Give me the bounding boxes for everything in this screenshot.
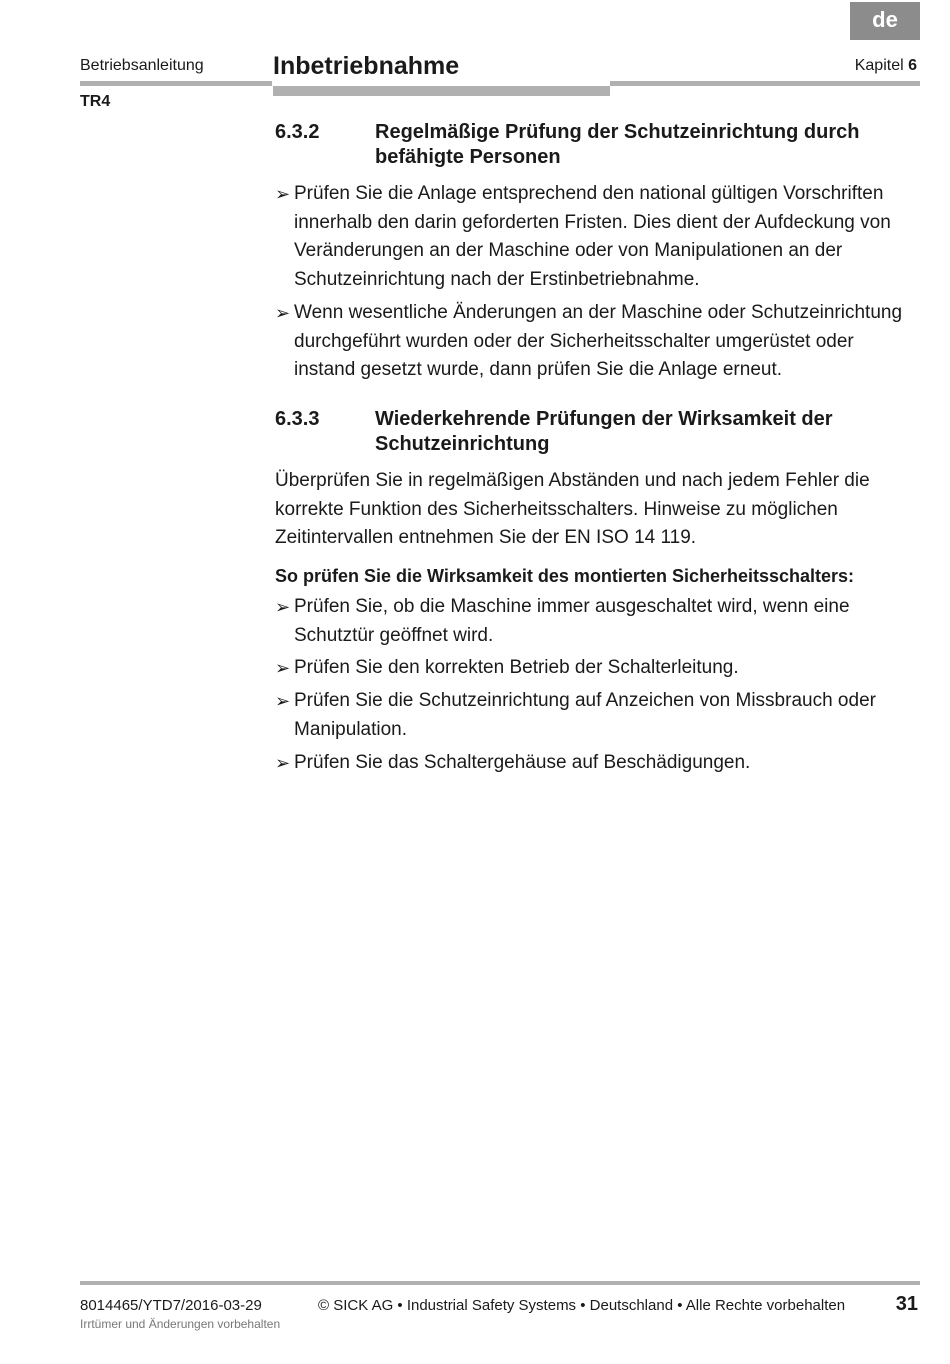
chapter-indicator: [855, 57, 917, 75]
chapter-title: Inbetriebnahme: [273, 52, 460, 80]
list-item-text: Prüfen Sie die Anlage entsprechend den national gültigen Vorschriften innerhalb den darin geforderten Fristen. Dies dient der Aufdeckung von Veränderungen an der Maschine oder von Manipulationen an der Schutzeinrichtung nach der Erstinbetriebnahme.: [294, 183, 891, 291]
header-rule-title: [273, 86, 610, 96]
chapter-label: Kapitel: [854, 57, 904, 74]
header-rule-right: [610, 81, 920, 86]
list-item: [275, 180, 920, 295]
product-name: TR4: [80, 93, 111, 110]
arrowhead-icon: ➢: [275, 184, 291, 204]
language-tab: de: [850, 2, 920, 40]
list-item: [275, 654, 920, 683]
list-item-text: Prüfen Sie die Schutzeinrichtung auf Anzeichen von Missbrauch oder Manipulation.: [294, 690, 876, 740]
section-title: Regelmäßige Prüfung der Schutzeinrichtung durch befähigte Personen: [375, 121, 860, 168]
section-number: 6.3.3: [275, 407, 320, 430]
arrowhead-icon: ➢: [275, 752, 291, 773]
arrowhead-icon: ➢: [275, 597, 291, 618]
footer-rule: [80, 1281, 920, 1285]
section-heading: [275, 407, 920, 457]
header-rule-left: [80, 81, 272, 86]
arrowhead-icon: ➢: [275, 691, 291, 712]
arrowhead-icon: ➢: [275, 302, 291, 323]
list-item-text: Prüfen Sie den korrekten Betrieb der Schalterleitung.: [294, 657, 739, 679]
list-item: [275, 299, 920, 385]
list-item: [275, 687, 920, 744]
arrowhead-icon: ➢: [275, 658, 291, 679]
footer-copyright: © SICK AG • Industrial Safety Systems • Deutschland • Alle Rechte vorbehalten: [318, 1297, 846, 1314]
section-paragraph: Überprüfen Sie in regelmäßigen Abständen und nach jedem Fehler die korrekte Funktion des Sicherheitsschalters. Hinweise zu möglichen Zeitintervallen entnehmen Sie der EN ISO 14 119.: [275, 469, 870, 549]
procedure-title: So prüfen Sie die Wirksamkeit des montierten Sicherheitsschalters:: [275, 566, 855, 587]
footer-doc-id: 8014465/YTD7/2016-03-29: [80, 1297, 262, 1314]
list-item: [275, 749, 920, 778]
bullet-list: [275, 593, 920, 777]
section-heading: [275, 120, 920, 170]
main-content: [275, 120, 920, 781]
section-number: 6.3.2: [275, 121, 320, 143]
section-6-3-2: [275, 120, 920, 385]
list-item-text: Wenn wesentliche Änderungen an der Maschine oder Schutzeinrichtung durchgeführt wurden oder der Sicherheitsschalter umgerüstet oder instand gesetzt wurde, dann prüfen Sie die Anlage erneut.: [294, 301, 903, 381]
doc-type-label: Betriebsanleitung: [80, 57, 204, 74]
footer-disclaimer: Irrtümer und Änderungen vorbehalten: [80, 1317, 281, 1331]
bullet-list: [275, 180, 920, 385]
list-item-text: Prüfen Sie, ob die Maschine immer ausgeschaltet wird, wenn eine Schutztür geöffnet wird.: [294, 596, 850, 646]
list-item: [275, 593, 920, 650]
list-item-text: Prüfen Sie das Schaltergehäuse auf Beschädigungen.: [294, 751, 751, 773]
section-6-3-3: [275, 407, 920, 777]
section-title: Wiederkehrende Prüfungen der Wirksamkeit der Schutzeinrichtung: [375, 407, 833, 455]
page-number: 31: [895, 1293, 918, 1315]
chapter-number: 6: [908, 57, 917, 74]
